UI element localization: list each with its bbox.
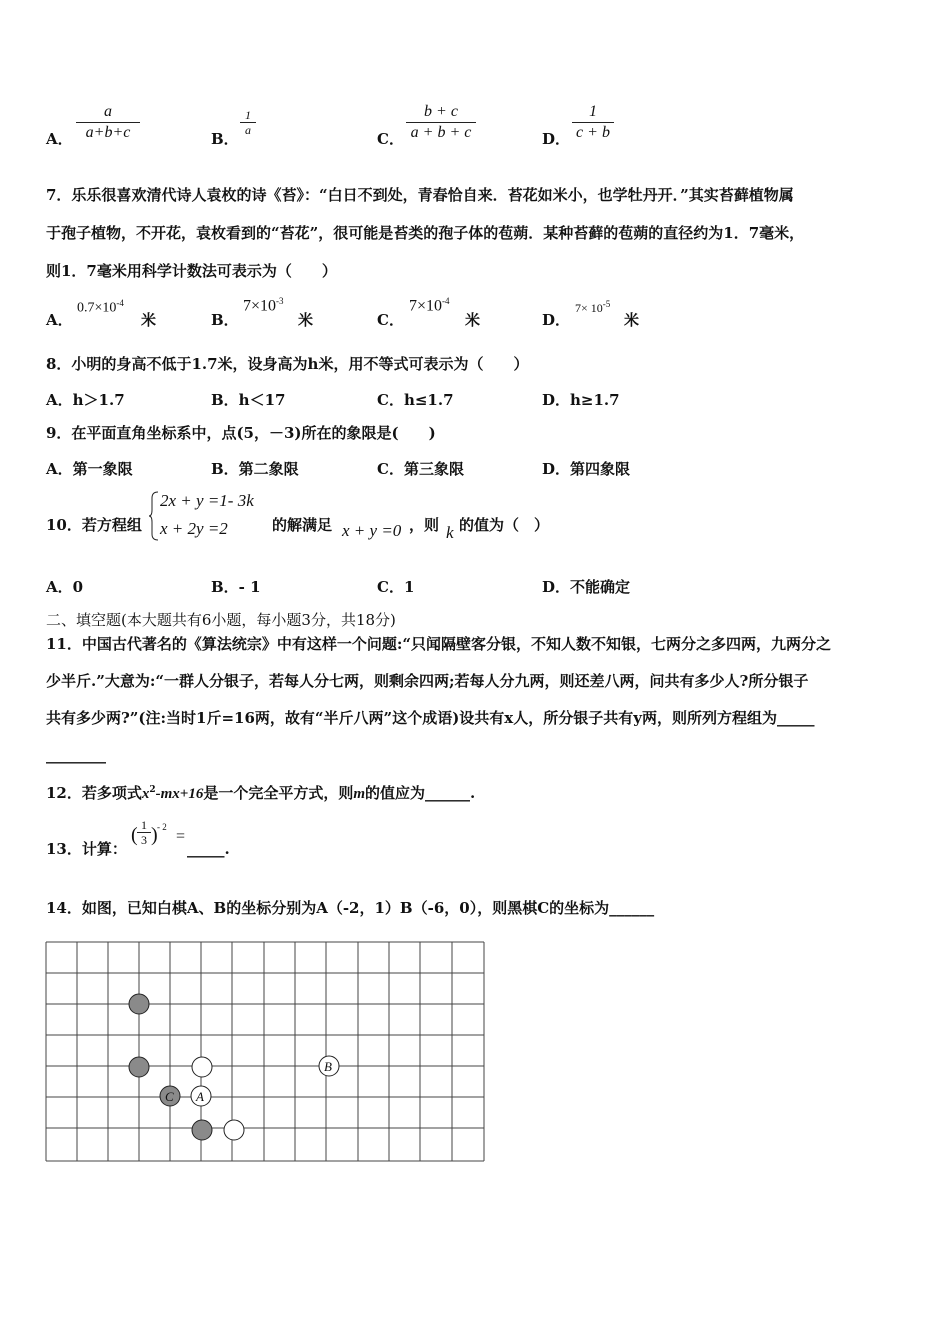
base: 7×10 [243,297,277,315]
q12-text: 是一个完全平方式，则 [203,784,354,802]
board-grid [46,942,484,1161]
black-stone [192,1120,212,1140]
q6-option-b-letter: B． [211,130,239,148]
numerator: 1 [589,103,597,120]
white-stone [224,1120,244,1140]
q10-suffix: 的值为（ ） [459,516,550,534]
exponent: -3 [276,296,284,306]
base: 0.7×10 [77,300,117,316]
q6-option-a-fraction [76,102,140,143]
q11-line-2: 少半斤.”大意为:“一群人分银子，若每人分七两，则剩余四两;若每人分九两，则还差八两，问共有多少人?所分银子 [46,672,809,690]
q7-option-c-unit: 米 [465,311,481,329]
stone-label-a: A [196,1089,204,1104]
q10-equation-2: x + 2y =2 [160,519,228,538]
denominator: a [245,123,251,137]
q6-option-c-letter: C． [377,130,404,148]
q7-line-2: 于孢子植物，不开花，袁枚看到的“苔花”，很可能是苔类的孢子体的苞蒴．某种苔藓的苞蒴的直径约为1．7毫米， [46,224,805,242]
q7-option-b-letter: B． [211,311,239,329]
q7-option-d-letter: D． [542,311,571,329]
q10-mid-2: ，则 [409,516,440,534]
q12-stem [46,781,475,803]
denominator: a + b + c [410,124,472,141]
q7-option-b-value [243,296,284,315]
q12-variable-m: m [353,786,366,802]
section-heading-fill-in: 二、填空题(本大题共有6小题，每小题3分，共18分) [46,611,396,629]
q9-option-b: B．第二象限 [211,460,299,478]
q13-answer-blank: _____. [187,840,230,858]
q11-line-1: 11．中国古代著名的《算法统宗》中有这样一个问题:“只闻隔壁客分银，不知人数不知银，七两分之多四两，九两分之 [46,635,832,653]
q14-stem: 14．如图，已知白棋A、B的坐标分别为A（-2，1）B（-6，0），则黑棋C的坐标为______ [46,899,655,917]
q7-option-a-value [77,298,124,317]
denominator: a+b+c [85,124,131,141]
q7-option-a-unit: 米 [141,311,157,329]
denominator: c + b [576,124,610,141]
q10-prefix: 10．若方程组 [46,516,142,534]
q9-option-a: A．第一象限 [46,460,133,478]
base: 7×10 [409,297,443,315]
q12-prefix: 12．若多项式 [46,784,142,802]
numerator: b + c [424,103,458,120]
q7-option-d-unit: 米 [624,311,640,329]
stone-label-c: C [165,1089,174,1104]
q9-stem: 9．在平面直角坐标系中，点(5，－3)所在的象限是( ) [46,424,436,442]
q8-option-c: C．h≤1.7 [377,391,454,409]
q12-suffix: 的值应为______. [365,784,476,802]
q10-option-c: C．1 [377,578,415,596]
q10-equation-1: 2x + y =1- 3k [160,491,254,510]
go-board-figure [44,940,486,1164]
q7-line-3: 则1．7毫米用科学计数法可表示为（ ） [46,262,337,280]
q10-option-b: B．- 1 [211,578,261,596]
numerator: a [104,103,112,120]
q6-option-b-fraction [240,108,256,137]
numerator: 1 [245,108,251,122]
q12-variable-x: x [141,786,150,802]
black-stone [129,1057,149,1077]
q6-option-a-letter: A． [46,130,73,148]
numerator: 1 [141,818,147,832]
q13-fraction [137,818,151,847]
q7-option-d-value [575,299,610,316]
q12-exponent: 2 [149,785,156,795]
white-stone [192,1057,212,1077]
q6-option-d-letter: D． [542,130,571,148]
q7-option-a-letter: A． [46,311,73,329]
q9-option-d: D．第四象限 [542,460,631,478]
q13-exponent: - 2 [157,822,167,832]
exponent: -4 [116,298,124,308]
exponent: -5 [602,299,611,309]
q9-option-c: C．第三象限 [377,460,464,478]
denominator: 3 [141,833,147,847]
equation-system-brace [148,490,160,542]
q11-line-4: ________ [46,746,106,764]
q10-variable-k: k [446,523,454,542]
q7-line-1: 7．乐乐很喜欢清代诗人袁枚的诗《苔》：“白日不到处，青春恰自来．苔花如米小，也学牡丹开．”其实苔藓植物属 [46,186,794,204]
base: 7× 10 [575,301,603,315]
q10-mid: 的解满足 [272,516,333,534]
q13-prefix: 13．计算： [46,840,127,858]
q11-line-3: 共有多少两?”(注:当时1斤=16两，故有“半斤八两”这个成语)设共有x人，所分银子共有y两，则所列方程组为_____ [46,709,815,727]
q8-stem: 8．小明的身高不低于1.7米，设身高为h米，用不等式可表示为（ ） [46,355,529,373]
q8-option-a: A．h＞1.7 [46,391,125,409]
q8-option-b: B．h＜17 [211,391,286,409]
q10-option-d: D．不能确定 [542,578,631,596]
q8-option-d: D．h≥1.7 [542,391,620,409]
q6-option-d-fraction [572,102,614,143]
q10-option-a: A．0 [46,578,84,596]
q7-option-c-value [409,296,450,315]
q13-left-paren: ( [131,824,138,846]
q12-polynomial-rest: -mx+16 [155,786,204,802]
q10-condition: x + y =0 [342,521,402,540]
q6-option-c-fraction [406,102,476,143]
q13-equals: = [176,828,186,845]
q13-right-paren: ) [151,824,158,846]
q7-option-b-unit: 米 [298,311,314,329]
black-stone [129,994,149,1014]
q7-option-c-letter: C． [377,311,404,329]
stone-label-b: B [324,1059,332,1074]
exponent: -4 [442,296,450,306]
